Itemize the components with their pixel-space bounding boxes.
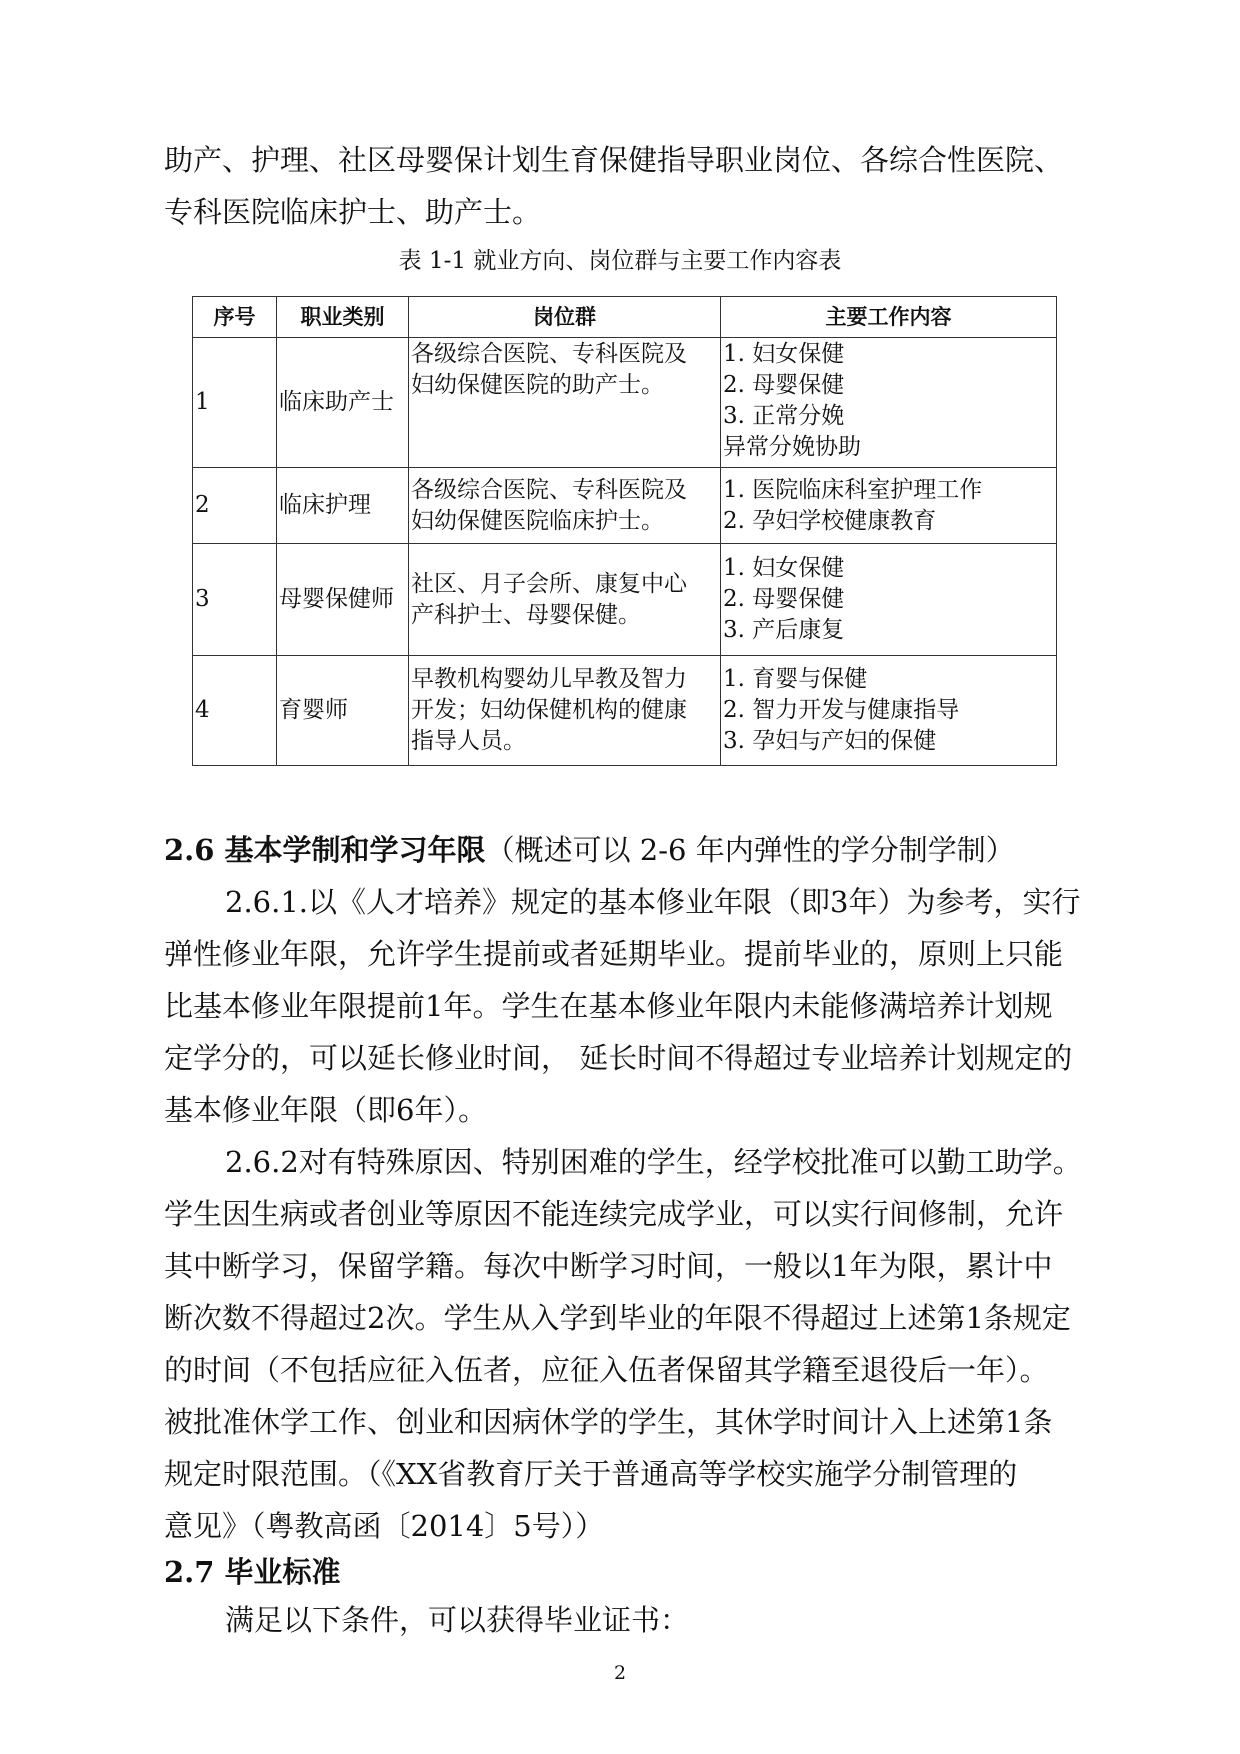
posts-line: 产科护士、母婴保健。 <box>411 601 641 628</box>
work-line: 1. 医院临床科室护理工作 <box>723 476 983 503</box>
row-no: 4 <box>193 656 277 766</box>
table-caption: 表 1-1 就业方向、岗位群与主要工作内容表 <box>398 248 842 274</box>
para1-line: 比基本修业年限提前1年。学生在基本修业年限内未能修满培养计划规 <box>164 989 1053 1023</box>
work-line: 1. 妇女保健 <box>723 341 845 367</box>
para2-line: 其中断学习，保留学籍。每次中断学习时间，一般以1年为限，累计中 <box>164 1249 1053 1283</box>
row-no: 2 <box>193 468 277 544</box>
para1-line: 基本修业年限（即6年）。 <box>164 1093 487 1127</box>
para1-line: 弹性修业年限，允许学生提前或者延期毕业。提前毕业的，原则上只能 <box>164 937 1064 971</box>
intro-line-1: 助产、护理、社区母婴保计划生育保健指导职业岗位、各综合性医院、 <box>164 143 1064 177</box>
para2-line: 的时间（不包括应征入伍者，应征入伍者保留其学籍至退役后一年）。 <box>164 1353 1049 1387</box>
para2-line: 学生因生病或者创业等原因不能连续完成学业，可以实行间修制，允许 <box>164 1197 1064 1231</box>
table-row <box>193 338 1057 468</box>
work-line: 1. 育婴与保健 <box>723 666 868 692</box>
posts-line: 社区、月子会所、康复中心 <box>411 570 687 597</box>
para2-line: 2.6.2对有特殊原因、特别困难的学生，经学校批准可以勤工助学。 <box>225 1145 1082 1179</box>
para1-line: 2.6.1.以《人才培养》规定的基本修业年限（即3年）为参考，实行 <box>225 885 1081 919</box>
section-2-6-heading <box>164 830 1015 870</box>
para2-line: 规定时限范围。（《XX省教育厅关于普通高等学校实施学分制管理的 <box>164 1457 1018 1491</box>
header-no: 序号 <box>193 297 277 338</box>
table-row <box>193 468 1057 544</box>
posts-line: 妇幼保健医院临床护士。 <box>411 507 664 534</box>
work-line: 3. 正常分娩 <box>723 403 845 429</box>
posts-line: 妇幼保健医院的助产士。 <box>411 372 664 398</box>
header-category: 职业类别 <box>277 297 409 338</box>
posts-line: 各级综合医院、专科医院及 <box>411 341 687 367</box>
intro-line-2: 专科医院临床护士、助产士。 <box>164 195 542 229</box>
section-2-6-note: （概述可以 2-6 年内弹性的学分制学制） <box>485 833 1015 867</box>
posts-line: 各级综合医院、专科医院及 <box>411 476 687 503</box>
posts-line: 早教机构婴幼儿早教及智力 <box>411 666 687 692</box>
work-line: 1. 妇女保健 <box>723 555 845 581</box>
para1-line: 定学分的，可以延长修业时间， 延长时间不得超过专业培养计划规定的 <box>164 1041 1073 1075</box>
table-row <box>193 544 1057 656</box>
section-2-7-line: 满足以下条件，可以获得毕业证书： <box>225 1603 690 1637</box>
row-no: 1 <box>193 338 277 468</box>
row-work <box>721 338 1057 468</box>
row-work <box>721 544 1057 656</box>
row-no: 3 <box>193 544 277 656</box>
table-header-row <box>193 297 1057 338</box>
table-row <box>193 656 1057 766</box>
section-2-7-title: 2.7 毕业标准 <box>164 1555 341 1589</box>
para2-line: 被批准休学工作、创业和因病休学的学生，其休学时间计入上述第1条 <box>164 1405 1053 1439</box>
posts-line: 指导人员。 <box>411 728 526 754</box>
row-category: 母婴保健师 <box>277 544 409 656</box>
section-2-6-title: 2.6 基本学制和学习年限 <box>164 833 486 867</box>
row-posts <box>409 544 721 656</box>
row-work <box>721 468 1057 544</box>
posts-line: 开发；妇幼保健机构的健康 <box>411 697 687 723</box>
work-line: 2. 母婴保健 <box>723 372 845 398</box>
header-work: 主要工作内容 <box>721 297 1057 338</box>
para2-line: 断次数不得超过2次。学生从入学到毕业的年限不得超过上述第1条规定 <box>164 1301 1071 1335</box>
row-posts <box>409 338 721 468</box>
work-line: 2. 母婴保健 <box>723 586 845 612</box>
row-posts <box>409 656 721 766</box>
row-posts <box>409 468 721 544</box>
row-category: 临床助产士 <box>277 338 409 468</box>
work-line: 异常分娩协助 <box>723 434 861 460</box>
row-category: 育婴师 <box>277 656 409 766</box>
work-line: 3. 孕妇与产妇的保健 <box>723 728 937 754</box>
row-work <box>721 656 1057 766</box>
para2-line: 意见》（粤教高函〔2014〕5号）） <box>164 1509 605 1543</box>
work-line: 3. 产后康复 <box>723 617 845 643</box>
employment-table <box>192 296 1057 766</box>
page-number: 2 <box>613 1662 627 1684</box>
work-line: 2. 智力开发与健康指导 <box>723 697 960 723</box>
header-posts: 岗位群 <box>409 297 721 338</box>
row-category: 临床护理 <box>277 468 409 544</box>
work-line: 2. 孕妇学校健康教育 <box>723 507 937 534</box>
